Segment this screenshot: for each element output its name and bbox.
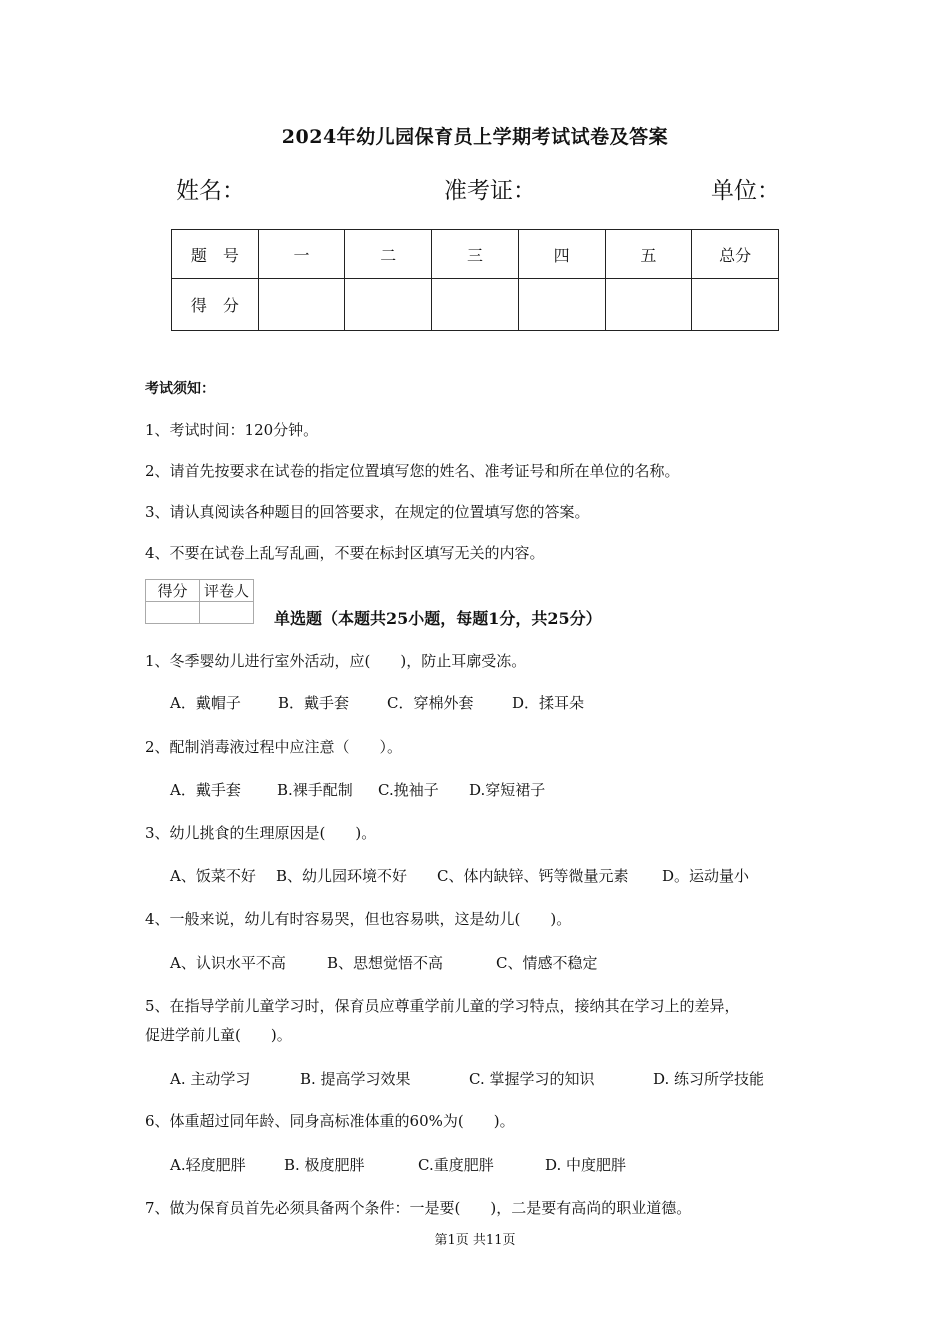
option[interactable]: C．穿棉外套 <box>387 694 474 712</box>
question-options <box>170 1068 764 1089</box>
question-options <box>170 779 545 800</box>
option[interactable]: A、饭菜不好 <box>170 867 256 885</box>
score-cell[interactable] <box>518 279 605 331</box>
notice-heading: 考试须知： <box>145 381 215 397</box>
question-options <box>170 692 584 713</box>
option[interactable]: C、体内缺锌、钙等微量元素 <box>437 867 629 885</box>
name-field-label: 姓名： <box>176 178 245 204</box>
option[interactable]: B. 极度肥胖 <box>284 1156 365 1174</box>
question-text: 4、一般来说，幼儿有时容易哭，但也容易哄，这是幼儿( )。 <box>145 910 572 928</box>
option[interactable]: C、情感不稳定 <box>496 954 598 972</box>
question-text: 6、体重超过同年龄、同身高标准体重的60%为( )。 <box>145 1112 515 1130</box>
score-cell[interactable] <box>345 279 432 331</box>
option[interactable]: D。运动量小 <box>662 867 750 885</box>
option[interactable]: D. 练习所学技能 <box>653 1070 765 1088</box>
question-options <box>170 1154 626 1175</box>
option[interactable]: C. 掌握学习的知识 <box>469 1070 595 1088</box>
exam-id-field-label: 准考证： <box>444 178 536 204</box>
score-table-header-cell: 题 号 <box>172 230 259 279</box>
question-text-continued: 促进学前儿童( )。 <box>145 1026 292 1044</box>
question-text: 7、做为保育员首先必须具备两个条件：一是要( )，二是要有高尚的职业道德。 <box>145 1199 692 1217</box>
grader-score-cell[interactable] <box>146 602 200 624</box>
option[interactable]: A．戴帽子 <box>170 694 241 712</box>
score-table-header-cell: 一 <box>258 230 345 279</box>
option[interactable]: A．戴手套 <box>170 781 241 799</box>
grader-score-label: 得分 <box>146 580 200 602</box>
option[interactable]: B、思想觉悟不高 <box>327 954 444 972</box>
score-table-header-cell: 三 <box>432 230 519 279</box>
section-title: 单选题（本题共25小题，每题1分，共25分） <box>274 609 602 628</box>
question-options <box>170 865 749 886</box>
question-text: 3、幼儿挑食的生理原因是( )。 <box>145 824 377 842</box>
score-table <box>171 229 779 331</box>
option[interactable]: D．揉耳朵 <box>512 694 585 712</box>
score-table-header-cell: 总分 <box>692 230 779 279</box>
score-table-header-cell: 二 <box>345 230 432 279</box>
question-text: 1、冬季婴幼儿进行室外活动，应( )，防止耳廓受冻。 <box>145 652 527 670</box>
question-text: 2、配制消毒液过程中应注意（ ）。 <box>145 738 403 756</box>
option[interactable]: B. 提高学习效果 <box>300 1070 411 1088</box>
score-table-row-label: 得 分 <box>172 279 259 331</box>
notice-item: 2、请首先按要求在试卷的指定位置填写您的姓名、准考证号和所在单位的名称。 <box>145 462 680 480</box>
option[interactable]: A. 主动学习 <box>170 1070 251 1088</box>
option[interactable]: B.裸手配制 <box>277 781 353 799</box>
option[interactable]: D.穿短裙子 <box>469 781 546 799</box>
page-footer: 第1页 共11页 <box>434 1233 516 1248</box>
option[interactable]: D. 中度肥胖 <box>545 1156 627 1174</box>
grader-name-cell[interactable] <box>200 602 254 624</box>
option[interactable]: B、幼儿园环境不好 <box>276 867 408 885</box>
notice-item: 4、不要在试卷上乱写乱画，不要在标封区填写无关的内容。 <box>145 544 545 562</box>
option[interactable]: C.挽袖子 <box>378 781 439 799</box>
grader-name-label: 评卷人 <box>200 580 254 602</box>
notice-item: 1、考试时间：120分钟。 <box>145 421 319 439</box>
score-cell[interactable] <box>258 279 345 331</box>
option[interactable]: A.轻度肥胖 <box>170 1156 246 1174</box>
score-cell[interactable] <box>432 279 519 331</box>
option[interactable]: B．戴手套 <box>278 694 350 712</box>
notice-item: 3、请认真阅读各种题目的回答要求，在规定的位置填写您的答案。 <box>145 503 590 521</box>
score-cell[interactable] <box>692 279 779 331</box>
score-table-header-cell: 四 <box>518 230 605 279</box>
unit-field-label: 单位： <box>711 178 780 204</box>
option[interactable]: C.重度肥胖 <box>418 1156 494 1174</box>
option[interactable]: A、认识水平不高 <box>170 954 286 972</box>
question-text: 5、在指导学前儿童学习时，保育员应尊重学前儿童的学习特点，接纳其在学习上的差异， <box>145 997 740 1015</box>
score-table-header-cell: 五 <box>605 230 692 279</box>
score-cell[interactable] <box>605 279 692 331</box>
question-options <box>170 952 597 973</box>
score-table-score-row <box>172 279 779 331</box>
grader-table <box>145 579 254 624</box>
score-table-header-row <box>172 230 779 279</box>
document-title: 2024年幼儿园保育员上学期考试试卷及答案 <box>281 126 669 148</box>
